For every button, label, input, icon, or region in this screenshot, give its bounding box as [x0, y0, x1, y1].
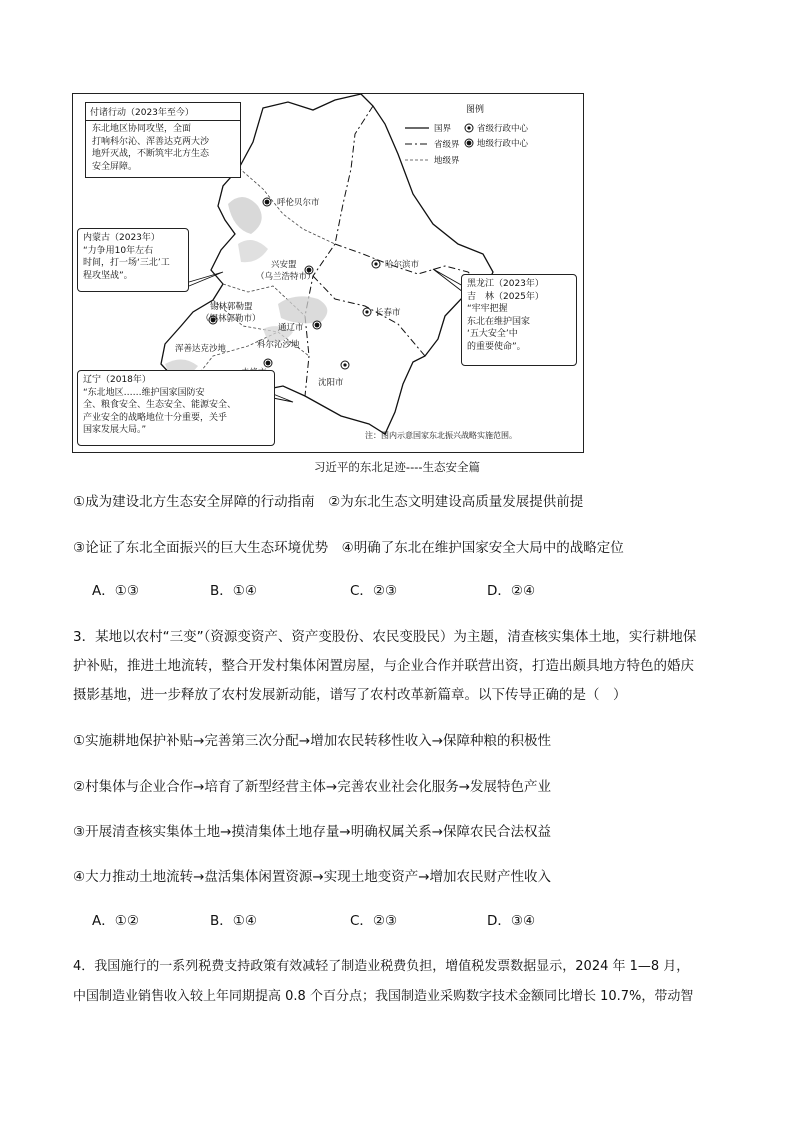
- q3-stem-line-3: 摄影基地，进一步释放了农村发展新动能，谱写了农村改革新篇章。以下传导正确的是（ ）: [73, 687, 627, 703]
- callout-neimenggu-text: 内蒙古（2023年） “力争用10年左右 时间，打一场‘三北’工 程攻坚战”。: [83, 233, 170, 281]
- legend-prov-center-label: 省级行政中心: [477, 124, 529, 134]
- q3-stem-line-2: 护补贴，推进土地流转，整合开发村集体闲置房屋，与企业合作并联营出资，打造出颇具地方特色的婚庆: [73, 658, 694, 674]
- legend-provincial-label: 省级界: [434, 140, 460, 150]
- q3-item-4: ④大力推动土地流转→盘活集体闲置资源→实现土地变资产→增加农民财产性收入: [73, 869, 552, 885]
- q2-item-1: ①成为建设北方生态安全屏障的行动指南 ②为东北生态文明建设高质量发展提供前提: [73, 494, 584, 510]
- callout-neimenggu: [77, 228, 189, 292]
- q2-item-2: ③论证了东北全面振兴的巨大生态环境优势 ④明确了东北在维护国家安全大局中的战略定位: [73, 540, 624, 556]
- northeast-map: [72, 93, 584, 453]
- callout-fuzhu-text: 东北地区协同攻坚，全面 打响科尔沁、浑善达克两大沙 地歼灭战，不断筑牢北方生态 安全屏障。: [92, 124, 210, 172]
- callout-heilongjiang-text: 黑龙江（2023年） 吉 林（2025年） “牢牢把握 东北在维护国家 ‘五大安全’中 的重要使命”。: [467, 279, 544, 352]
- city-marker-shenyang: [341, 361, 349, 369]
- q3-option-b[interactable]: B．①④: [210, 913, 257, 929]
- callout-pointer: [273, 394, 293, 402]
- callout-heilongjiang: [461, 274, 577, 366]
- map-caption: 习近平的东北足迹----生态安全篇: [313, 460, 481, 474]
- q2-option-a[interactable]: A．①③: [92, 583, 139, 599]
- city-marker-hulunbuir: [263, 198, 271, 206]
- q3-item-3: ③开展清查核实集体土地→摸清集体土地存量→明确权属关系→保障农民合法权益: [73, 824, 552, 840]
- q4-stem-line-2: 中国制造业销售收入较上年同期提高 0.8 个百分点；我国制造业采购数字技术金额同比增长 10.7%，带动智: [73, 989, 694, 1004]
- q3-item-2: ②村集体与企业合作→培育了新型经营主体→完善农业社会化服务→发展特色产业: [73, 779, 552, 795]
- q3-stem-line-1: 3．某地以农村“三变”（资源变资产、资产变股份、农民变股民）为主题，清查核实集体土地，实行耕地保: [73, 629, 697, 645]
- sandy-land: [278, 296, 327, 323]
- callout-liaoning-text: 辽宁（2018年） “东北地区……维护国家国防安 全、粮食安全、生态安全、能源安全、 产业安全的战略地位十分重要，关乎 国家发展大局。”: [83, 375, 237, 435]
- q3-option-c[interactable]: C．②③: [350, 913, 398, 929]
- legend-title: 图例: [466, 105, 485, 115]
- city-marker-tongliao: [313, 321, 321, 329]
- q3-option-a[interactable]: A．①②: [92, 913, 139, 929]
- q4-stem-line-1: 4．我国施行的一系列税费支持政策有效减轻了制造业税费负担，增值税发票数据显示，2024 年 1—8 月，: [73, 959, 690, 974]
- label-changchun: 长春市: [375, 308, 401, 318]
- label-xinganmeng: 兴安盟: [271, 260, 297, 270]
- label-shenyang: 沈阳市: [318, 378, 344, 388]
- q3-option-d[interactable]: D．③④: [487, 913, 536, 929]
- q2-option-b[interactable]: B．①④: [210, 583, 257, 599]
- label-xilinhot: （锡林郭勒市）: [201, 314, 261, 324]
- legend-pref-center-label: 地级行政中心: [477, 139, 529, 149]
- label-ulanhot: （乌兰浩特市）: [256, 272, 316, 282]
- q3-item-1: ①实施耕地保护补贴→完善第三次分配→增加农民转移性收入→保障种粮的积极性: [73, 733, 552, 749]
- label-harbin: 哈尔滨市: [385, 260, 420, 270]
- q2-option-d[interactable]: D．②④: [487, 583, 536, 599]
- city-marker-changchun: [363, 308, 371, 316]
- label-xilingol: 锡林郭勒盟: [210, 302, 253, 312]
- label-hulunbuir: 呼伦贝尔市: [277, 198, 320, 208]
- callout-fuzhu: [85, 102, 241, 178]
- callout-liaoning: [77, 370, 275, 446]
- legend-national-label: 国界: [434, 124, 452, 134]
- label-hunshandake: 浑善达克沙地: [175, 344, 227, 354]
- map-note: 注：图内示意国家东北振兴战略实施范围。: [365, 431, 517, 440]
- label-horqin: 科尔沁沙地: [257, 340, 300, 350]
- legend-prefecture-label: 地级界: [434, 156, 460, 166]
- city-marker-harbin: [372, 260, 380, 268]
- label-tongliao: 通辽市: [278, 323, 304, 333]
- q2-option-c[interactable]: C．②③: [350, 583, 398, 599]
- callout-fuzhu-title: 付诸行动（2023年至今）: [86, 103, 240, 121]
